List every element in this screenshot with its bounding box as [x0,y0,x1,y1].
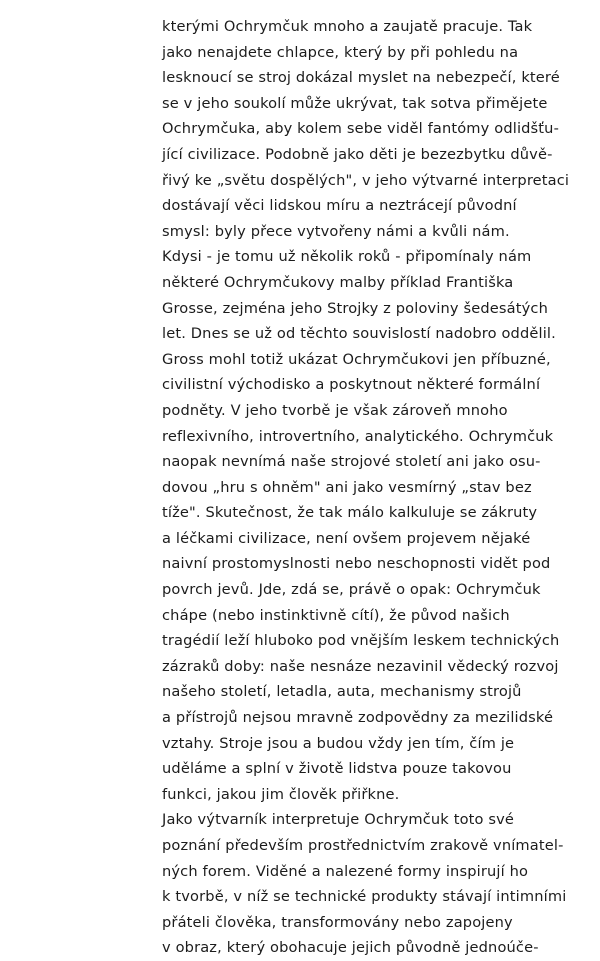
text-line: se v jeho soukolí může ukrývat, tak sotva přimějete [162,94,548,112]
text-line: Gross mohl totiž ukázat Ochrymčukovi jen příbuzné, [162,350,551,368]
text-line: některé Ochrymčukovy malby příklad Františka [162,273,514,291]
text-line: chápe (nebo instinktivně cítí), že původ našich [162,606,510,624]
text-line: povrch jevů. Jde, zdá se, právě o opak: Ochrymčuk [162,581,541,599]
text-line: uděláme a splní v životě lidstva pouze takovou [162,760,512,778]
text-line: dostávají věci lidskou míru a neztrácejí původní [162,197,517,215]
text-line: přáteli člověka, transformovány nebo zapojeny [162,913,513,931]
text-line: Kdysi - je tomu už několik roků - připomínaly nám [162,248,532,266]
text-line: jící civilizace. Podobně jako děti je bezezbytku důvě- [162,145,553,163]
text-line: naivní prostomyslnosti nebo neschopnosti vidět pod [162,555,551,573]
text-line: lesknoucí se stroj dokázal myslet na nebezpečí, které [162,69,560,87]
text-line: podněty. V jeho tvorbě je však zároveň mnoho [162,401,508,419]
text-line: kterými Ochrymčuk mnoho a zaujatě pracuje. Tak [162,18,533,35]
text-line: našeho století, letadla, auta, mechanismy strojů [162,683,522,701]
text-line: civilistní východisko a poskytnout některé formální [162,376,541,394]
text-line: zázraků doby: naše nesnáze nezavinil vědecký rozvoj [162,657,559,675]
text-line: v obraz, který obohacuje jejich původně jednoúče- [162,939,539,957]
text-line: Jako výtvarník interpretuje Ochrymčuk toto své [162,811,515,829]
text-line: funkci, jakou jim člověk přiřkne. [162,785,400,803]
text-line: Ochrymčuka, aby kolem sebe viděl fantómy odlidšťu- [162,120,559,138]
text-line: a léčkami civilizace, není ovšem projevem nějaké [162,529,531,547]
text-line: jako nenajdete chlapce, který by při pohledu na [162,43,519,61]
text-line: reflexivního, introvertního, analytického. Ochrymčuk [162,427,554,445]
text-line: tíže". Skutečnost, že tak málo kalkuluje se zákruty [162,504,538,522]
text-line: tragédií leží hluboko pod vnějším leskem technických [162,632,560,650]
text-line: vztahy. Stroje jsou a budou vždy jen tím, čím je [162,734,515,752]
body-text [162,14,592,961]
text-line: řivý ke „světu dospělých", v jeho výtvarné interpretaci [162,171,570,189]
text-line: smysl: byly přece vytvořeny námi a kvůli nám. [162,222,510,240]
text-line: poznání především prostřednictvím zrakově vnímatel- [162,837,564,854]
text-line: naopak nevnímá naše strojové století ani jako osu- [162,453,541,471]
text-line: let. Dnes se už od těchto souvislostí nadobro oddělil. [162,325,556,343]
text-line: k tvorbě, v níž se technické produkty stávají intimními [162,888,567,906]
text-line: Grosse, zejména jeho Strojky z poloviny šedesátých [162,299,548,317]
text-line: ných forem. Viděné a nalezené formy inspirují ho [162,862,529,880]
text-line: a přístrojů nejsou mravně zodpovědny za mezilidské [162,709,554,727]
text-line: dovou „hru s ohněm" ani jako vesmírný „stav bez [162,478,532,496]
